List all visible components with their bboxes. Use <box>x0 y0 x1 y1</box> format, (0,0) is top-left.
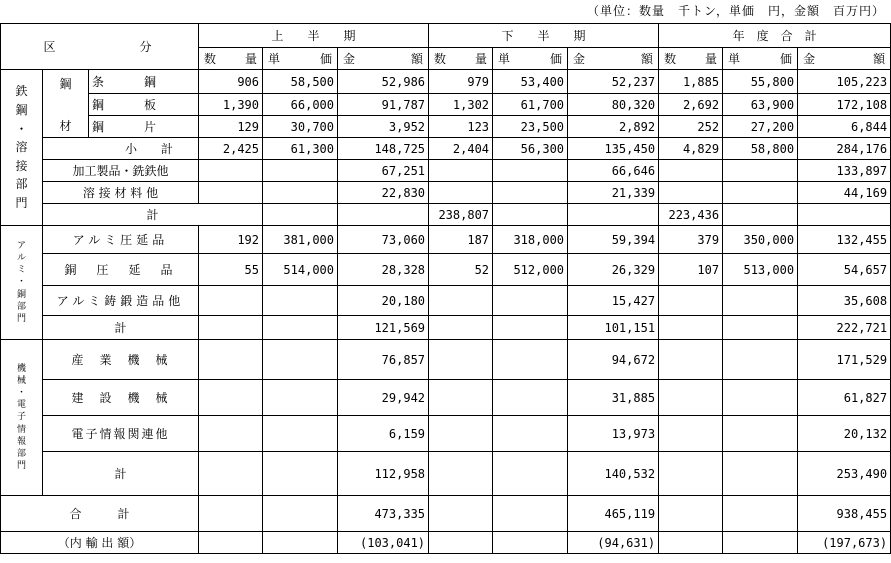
steel-subtotal-val-7: 58,800 <box>723 138 798 160</box>
table-row <box>1 160 891 182</box>
steel-row-1-val-1: 66,000 <box>263 94 338 116</box>
grand-total-val-5: 465,119 <box>568 496 659 532</box>
grand-total-val-4 <box>493 496 568 532</box>
machinery-total-label: 計 <box>43 452 199 496</box>
machinery-row-1-val-0 <box>199 380 263 416</box>
machinery-row-1-val-2: 29,942 <box>338 380 429 416</box>
steel-extra-1-val-7 <box>723 182 798 204</box>
steel-total-val-2: 238,807 <box>429 204 493 226</box>
export-val-5: (94,631) <box>568 532 659 554</box>
alumi-row-0-val-0: 192 <box>199 226 263 254</box>
unit-note: （単位：数量 千トン，単価 円，金額 百万円） <box>586 4 885 18</box>
machinery-row-1-val-8: 61,827 <box>798 380 891 416</box>
export-val-1 <box>263 532 338 554</box>
alumi-total-val-7 <box>723 316 798 340</box>
alumi-total-val-6 <box>659 316 723 340</box>
alumi-row-2-val-5: 15,427 <box>568 286 659 316</box>
export-val-7 <box>723 532 798 554</box>
machinery-row-1-val-6 <box>659 380 723 416</box>
machinery-row-0-val-6 <box>659 340 723 380</box>
machinery-total-val-6 <box>659 452 723 496</box>
export-val-4 <box>493 532 568 554</box>
header-second-half: 下 半 期 <box>429 24 659 48</box>
alumi-row-2-val-3 <box>429 286 493 316</box>
item-name: 電子情報関連他 <box>43 416 199 452</box>
machinery-row-0-val-8: 171,529 <box>798 340 891 380</box>
machinery-total-val-4 <box>493 452 568 496</box>
steel-row-0-val-1: 58,500 <box>263 70 338 94</box>
header-amount: 金 額 <box>568 48 659 70</box>
machinery-total-val-2: 112,958 <box>338 452 429 496</box>
export-val-3 <box>429 532 493 554</box>
machinery-row-1-val-5: 31,885 <box>568 380 659 416</box>
table-row <box>1 226 891 254</box>
steel-subtotal-val-3: 2,404 <box>429 138 493 160</box>
export-label: （内 輸 出 額） <box>1 532 199 554</box>
steel-extra-label: 溶 接 材 料 他 <box>43 182 199 204</box>
alumi-total-val-0 <box>199 316 263 340</box>
item-name: 銅 圧 延 品 <box>43 254 199 286</box>
machinery-row-0-val-1 <box>263 340 338 380</box>
alumi-total-val-5: 101,151 <box>568 316 659 340</box>
alumi-row-0-val-1: 381,000 <box>263 226 338 254</box>
alumi-row-1-val-5: 26,329 <box>568 254 659 286</box>
steel-total-val-0 <box>263 204 338 226</box>
export-val-8: (197,673) <box>798 532 891 554</box>
steel-subtotal-val-5: 135,450 <box>568 138 659 160</box>
steel-row-1-val-4: 61,700 <box>493 94 568 116</box>
alumi-total-val-3 <box>429 316 493 340</box>
machinery-row-0-val-4 <box>493 340 568 380</box>
grand-total-val-1 <box>263 496 338 532</box>
alumi-row-2-val-6 <box>659 286 723 316</box>
machinery-total-val-1 <box>263 452 338 496</box>
machinery-row-2-val-0 <box>199 416 263 452</box>
alumi-row-1-val-6: 107 <box>659 254 723 286</box>
table-row <box>1 70 891 94</box>
export-val-6 <box>659 532 723 554</box>
machinery-row-1-val-1 <box>263 380 338 416</box>
steel-extra-1-val-5: 21,339 <box>568 182 659 204</box>
steel-subtotal-val-4: 56,300 <box>493 138 568 160</box>
table-row <box>1 340 891 380</box>
alumi-row-0-val-8: 132,455 <box>798 226 891 254</box>
table-row <box>1 94 891 116</box>
machinery-row-0-val-2: 76,857 <box>338 340 429 380</box>
steel-row-0-val-8: 105,223 <box>798 70 891 94</box>
machinery-row-2-val-4 <box>493 416 568 452</box>
header-kubun: 区 分 <box>1 24 199 70</box>
steel-row-2-val-5: 2,892 <box>568 116 659 138</box>
machinery-row-0-val-0 <box>199 340 263 380</box>
steel-row-0-val-7: 55,800 <box>723 70 798 94</box>
machinery-row-2-val-2: 6,159 <box>338 416 429 452</box>
steel-row-1-val-5: 80,320 <box>568 94 659 116</box>
export-val-0 <box>199 532 263 554</box>
machinery-row-2-val-6 <box>659 416 723 452</box>
alumi-row-0-val-3: 187 <box>429 226 493 254</box>
header-amount: 金 額 <box>338 48 429 70</box>
alumi-total-val-1 <box>263 316 338 340</box>
alumi-row-2-val-2: 20,180 <box>338 286 429 316</box>
table-row <box>1 254 891 286</box>
alumi-row-1-val-3: 52 <box>429 254 493 286</box>
item-name: 建 設 機 械 <box>43 380 199 416</box>
header-price: 単 価 <box>263 48 338 70</box>
steel-total-val-4 <box>568 204 659 226</box>
item-name: 産 業 機 械 <box>43 340 199 380</box>
machinery-row-0-val-3 <box>429 340 493 380</box>
machinery-row-0-val-5: 94,672 <box>568 340 659 380</box>
steel-total-label: 計 <box>43 204 263 226</box>
machinery-row-1-val-4 <box>493 380 568 416</box>
alumi-total-val-8: 222,721 <box>798 316 891 340</box>
alumi-row-1-val-8: 54,657 <box>798 254 891 286</box>
steel-row-0-val-3: 979 <box>429 70 493 94</box>
alumi-row-1-val-1: 514,000 <box>263 254 338 286</box>
table-row <box>1 138 891 160</box>
grand-total-val-3 <box>429 496 493 532</box>
table-row <box>1 204 891 226</box>
alumi-row-2-val-0 <box>199 286 263 316</box>
steel-extra-0-val-6 <box>659 160 723 182</box>
header-amount: 金 額 <box>798 48 891 70</box>
steel-extra-1-val-1 <box>263 182 338 204</box>
table-row <box>1 416 891 452</box>
steel-subtotal-val-0: 2,425 <box>199 138 263 160</box>
machinery-total-val-8: 253,490 <box>798 452 891 496</box>
steel-total-val-7 <box>798 204 891 226</box>
steel-extra-0-val-4 <box>493 160 568 182</box>
steel-row-0-val-4: 53,400 <box>493 70 568 94</box>
steel-row-2-val-1: 30,700 <box>263 116 338 138</box>
table-row <box>1 496 891 532</box>
steel-row-2-val-2: 3,952 <box>338 116 429 138</box>
steel-extra-1-val-0 <box>199 182 263 204</box>
alumi-total-val-2: 121,569 <box>338 316 429 340</box>
item-name: アルミ鋳鍛造品他 <box>43 286 199 316</box>
table-row <box>1 116 891 138</box>
alumi-row-2-val-7 <box>723 286 798 316</box>
table-row <box>1 286 891 316</box>
steel-extra-1-val-4 <box>493 182 568 204</box>
item-name: 条 鋼 <box>89 70 199 94</box>
table-row <box>1 24 891 48</box>
alumi-row-0-val-7: 350,000 <box>723 226 798 254</box>
steel-row-2-val-3: 123 <box>429 116 493 138</box>
steel-row-2-val-8: 6,844 <box>798 116 891 138</box>
steel-row-1-val-6: 2,692 <box>659 94 723 116</box>
item-name: アルミ圧延品 <box>43 226 199 254</box>
steel-row-1-val-8: 172,108 <box>798 94 891 116</box>
table-row <box>1 452 891 496</box>
machinery-row-1-val-7 <box>723 380 798 416</box>
header-first-half: 上 半 期 <box>199 24 429 48</box>
steel-row-1-val-3: 1,302 <box>429 94 493 116</box>
export-val-2: (103,041) <box>338 532 429 554</box>
steel-extra-1-val-3 <box>429 182 493 204</box>
header-qty: 数 量 <box>429 48 493 70</box>
machinery-row-0-val-7 <box>723 340 798 380</box>
steel-extra-1-val-8: 44,169 <box>798 182 891 204</box>
steel-row-0-val-2: 52,986 <box>338 70 429 94</box>
table-row <box>1 532 891 554</box>
steel-subtotal-val-1: 61,300 <box>263 138 338 160</box>
steel-row-2-val-0: 129 <box>199 116 263 138</box>
item-name: 鋼 片 <box>89 116 199 138</box>
machinery-total-val-7 <box>723 452 798 496</box>
steel-row-2-val-7: 27,200 <box>723 116 798 138</box>
steel-total-val-3 <box>493 204 568 226</box>
table-row <box>1 380 891 416</box>
sub-label-steel: 鋼 材 <box>43 70 89 138</box>
steel-extra-0-val-7 <box>723 160 798 182</box>
grand-total-val-7 <box>723 496 798 532</box>
steel-subtotal-val-8: 284,176 <box>798 138 891 160</box>
machinery-row-2-val-3 <box>429 416 493 452</box>
steel-row-1-val-0: 1,390 <box>199 94 263 116</box>
steel-extra-0-val-5: 66,646 <box>568 160 659 182</box>
alumi-row-2-val-8: 35,608 <box>798 286 891 316</box>
table-row <box>1 316 891 340</box>
steel-subtotal-val-6: 4,829 <box>659 138 723 160</box>
grand-total-label: 合 計 <box>1 496 199 532</box>
table-row <box>1 182 891 204</box>
alumi-row-1-val-0: 55 <box>199 254 263 286</box>
steel-total-val-6 <box>723 204 798 226</box>
steel-row-0-val-6: 1,885 <box>659 70 723 94</box>
steel-subtotal-val-2: 148,725 <box>338 138 429 160</box>
grand-total-val-2: 473,335 <box>338 496 429 532</box>
machinery-total-val-0 <box>199 452 263 496</box>
header-qty: 数 量 <box>199 48 263 70</box>
section-label-alumi: ア ル ミ ・ 銅 部 門 <box>1 226 43 340</box>
steel-extra-0-val-8: 133,897 <box>798 160 891 182</box>
header-price: 単 価 <box>723 48 798 70</box>
machinery-row-2-val-8: 20,132 <box>798 416 891 452</box>
machinery-row-1-val-3 <box>429 380 493 416</box>
alumi-row-1-val-2: 28,328 <box>338 254 429 286</box>
grand-total-val-0 <box>199 496 263 532</box>
alumi-row-0-val-4: 318,000 <box>493 226 568 254</box>
steel-row-0-val-5: 52,237 <box>568 70 659 94</box>
steel-extra-0-val-2: 67,251 <box>338 160 429 182</box>
alumi-row-0-val-5: 59,394 <box>568 226 659 254</box>
sales-table <box>0 23 891 554</box>
steel-row-2-val-4: 23,500 <box>493 116 568 138</box>
alumi-total-label: 計 <box>43 316 199 340</box>
steel-subtotal-label: 小 計 <box>43 138 199 160</box>
header-price: 単 価 <box>493 48 568 70</box>
alumi-row-0-val-2: 73,060 <box>338 226 429 254</box>
item-name: 鋼 板 <box>89 94 199 116</box>
steel-extra-1-val-2: 22,830 <box>338 182 429 204</box>
steel-extra-0-val-1 <box>263 160 338 182</box>
steel-total-val-5: 223,436 <box>659 204 723 226</box>
machinery-row-2-val-1 <box>263 416 338 452</box>
grand-total-val-6 <box>659 496 723 532</box>
grand-total-val-8: 938,455 <box>798 496 891 532</box>
section-label-steel: 鉄 鋼 ・ 溶 接 部 門 <box>1 70 43 226</box>
steel-row-0-val-0: 906 <box>199 70 263 94</box>
steel-total-val-1 <box>338 204 429 226</box>
alumi-row-2-val-4 <box>493 286 568 316</box>
alumi-row-1-val-7: 513,000 <box>723 254 798 286</box>
alumi-row-1-val-4: 512,000 <box>493 254 568 286</box>
steel-row-2-val-6: 252 <box>659 116 723 138</box>
header-annual-total: 年 度 合 計 <box>659 24 891 48</box>
steel-row-1-val-7: 63,900 <box>723 94 798 116</box>
steel-row-1-val-2: 91,787 <box>338 94 429 116</box>
alumi-row-0-val-6: 379 <box>659 226 723 254</box>
alumi-row-2-val-1 <box>263 286 338 316</box>
machinery-total-val-3 <box>429 452 493 496</box>
steel-extra-0-val-0 <box>199 160 263 182</box>
steel-extra-0-val-3 <box>429 160 493 182</box>
header-qty: 数 量 <box>659 48 723 70</box>
steel-extra-label: 加工製品・銑鉄他 <box>43 160 199 182</box>
steel-extra-1-val-6 <box>659 182 723 204</box>
machinery-total-val-5: 140,532 <box>568 452 659 496</box>
alumi-total-val-4 <box>493 316 568 340</box>
machinery-row-2-val-7 <box>723 416 798 452</box>
machinery-row-2-val-5: 13,973 <box>568 416 659 452</box>
section-label-machinery: 機 械 ・ 電 子 情 報 部 門 <box>1 340 43 496</box>
